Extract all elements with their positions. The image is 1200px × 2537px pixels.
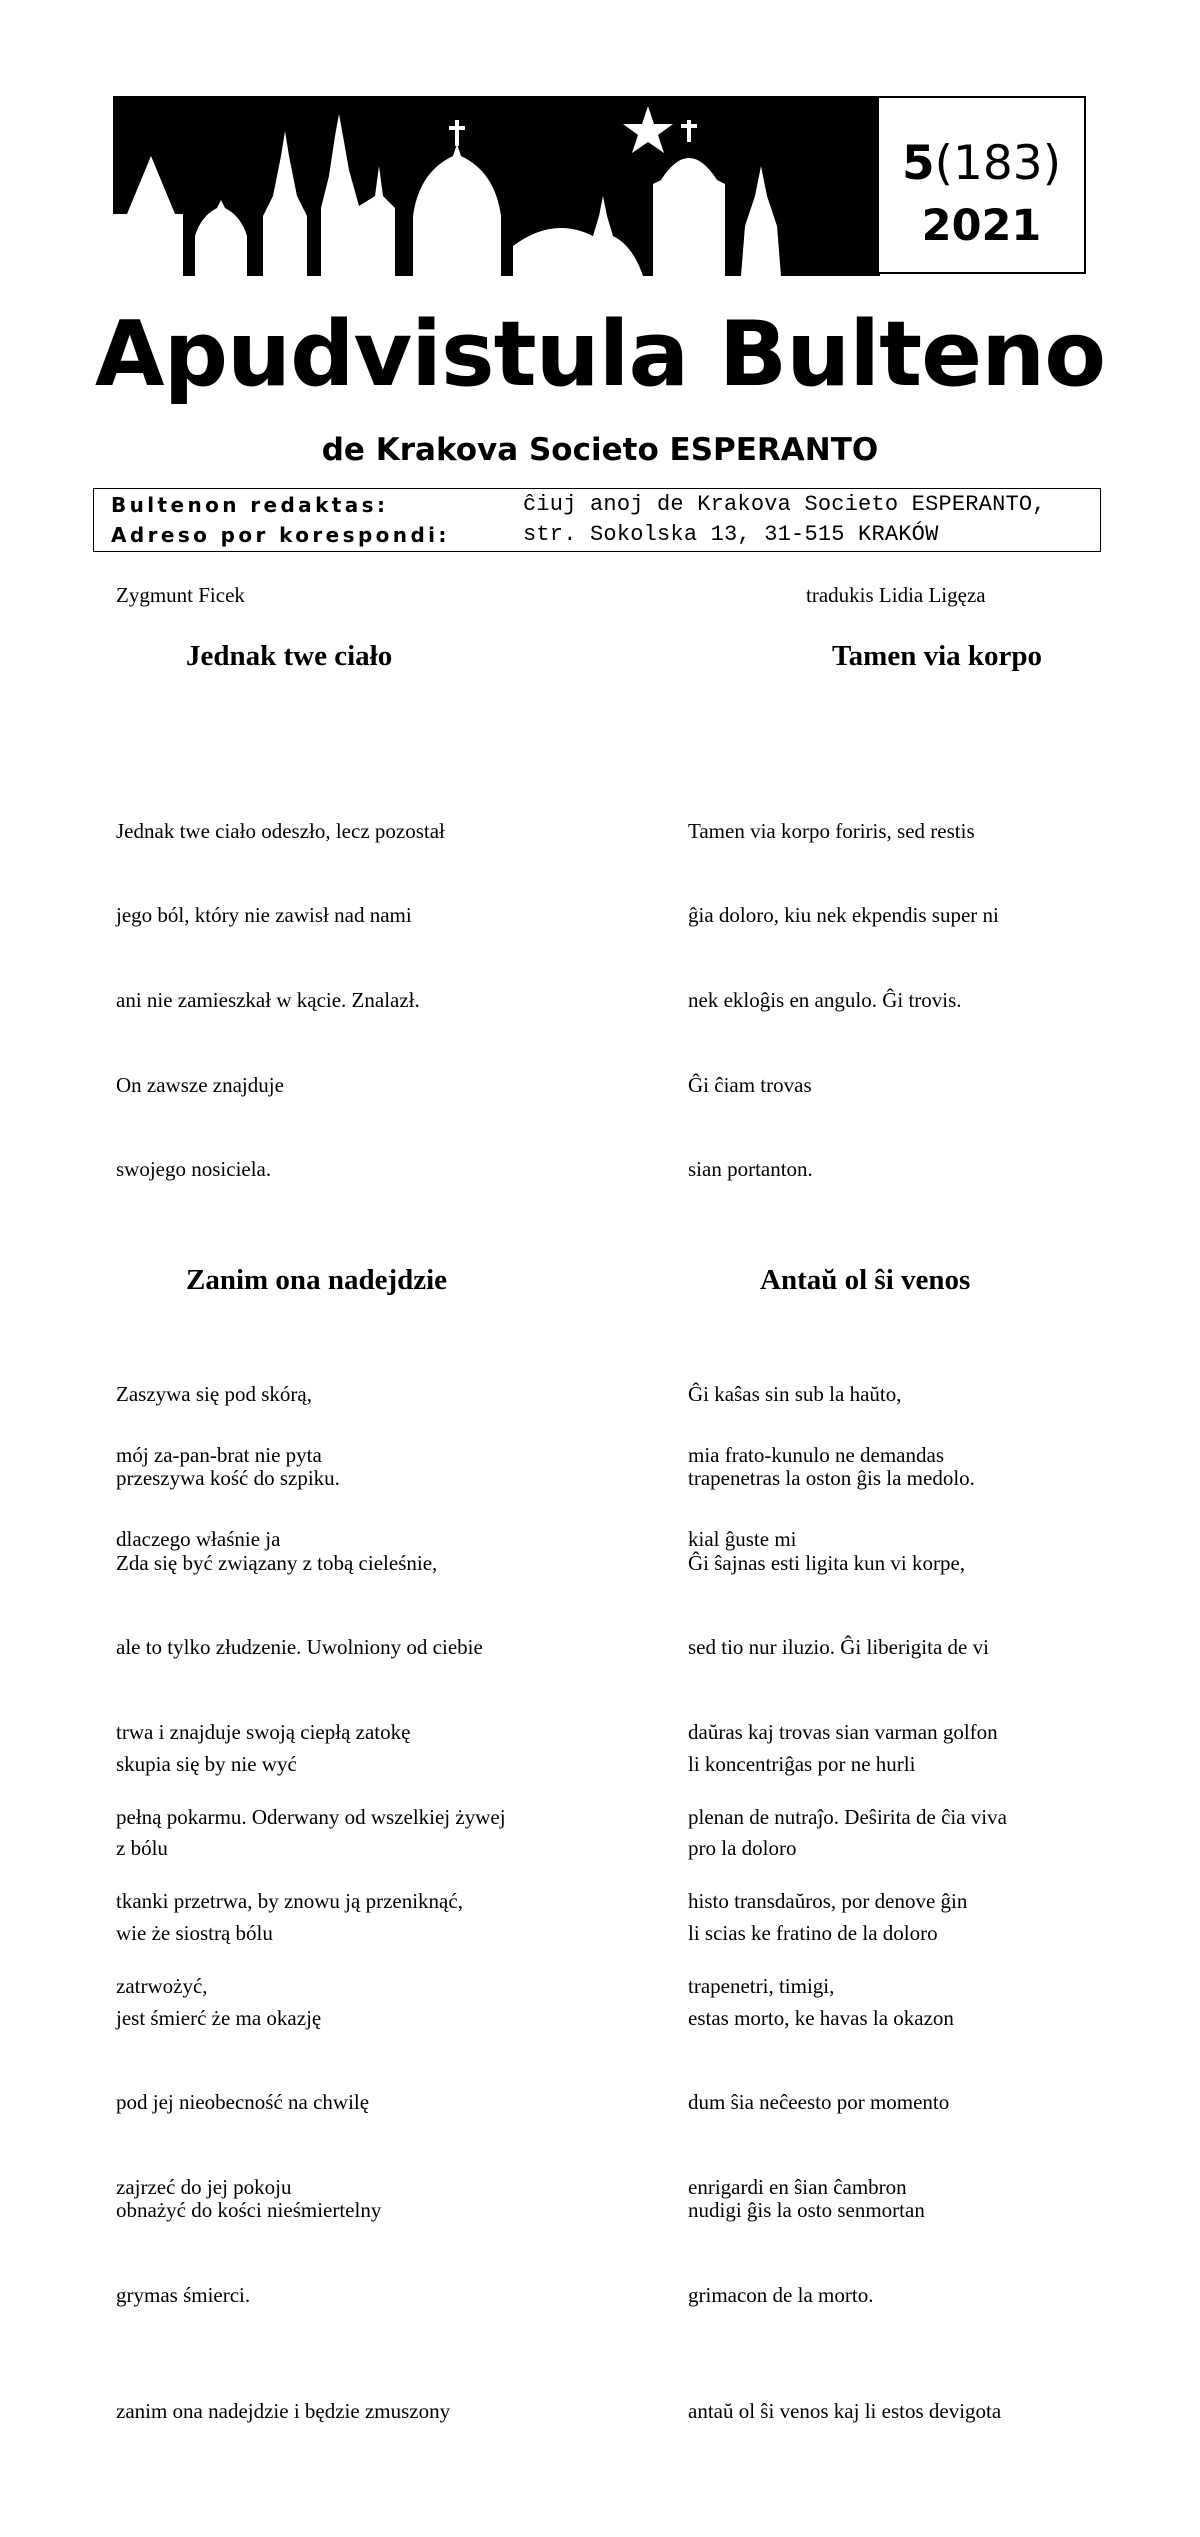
poem2-title-esperanto: Antaŭ ol ŝi venos xyxy=(760,1264,971,1296)
verse-line: li koncentriĝas por ne hurli xyxy=(688,1751,916,1776)
verse-line: trapenetri, timigi, xyxy=(688,1973,835,1998)
stanza xyxy=(116,1384,450,1610)
stanza xyxy=(688,1384,1001,1610)
editor-row xyxy=(94,490,1100,520)
poem2-esperanto-text xyxy=(688,1328,1001,2537)
verse-line: skupia się by nie wyć xyxy=(116,1751,297,1776)
poem1-title-polish: Jednak twe ciało xyxy=(186,640,393,672)
verse-line: pełną pokarmu. Oderwany od wszelkiej żywej xyxy=(116,1804,506,1829)
stanza xyxy=(116,1693,450,2257)
verse-line: jest śmierć że ma okazję xyxy=(116,2005,322,2030)
issue-number: 5 xyxy=(901,136,935,191)
verse-line: nudigi ĝis la osto senmortan xyxy=(688,2198,925,2223)
address-label: Adreso por korespondi: xyxy=(111,523,450,547)
author-name: Zygmunt Ficek xyxy=(116,583,245,607)
verse-line: jego ból, który nie zawisł nad nami xyxy=(116,903,412,928)
verse-line: Jednak twe ciało odeszło, lecz pozostał xyxy=(116,818,445,843)
verse-line: tkanki przetrwa, by znowu ją przeniknąć, xyxy=(116,1889,463,1914)
address-row xyxy=(94,520,1100,550)
address-value: str. Sokolska 13, 31-515 KRAKÓW xyxy=(523,522,939,547)
verse-line: On zawsze znajduje xyxy=(116,1072,284,1097)
bulletin-subtitle: de Krakova Societo ESPERANTO xyxy=(321,432,879,468)
stanza xyxy=(116,2341,450,2482)
verse-line: mia frato-kunulo ne demandas xyxy=(688,1442,944,1467)
poem1-title-esperanto: Tamen via korpo xyxy=(832,640,1043,672)
verse-line: dum ŝia neĉeesto por momento xyxy=(688,2090,950,2115)
verse-line: Ĝi kaŝas sin sub la haŭto, xyxy=(688,1381,902,1406)
verse-line: pro la doloro xyxy=(688,1836,797,1861)
verse-line: z bólu xyxy=(116,1836,168,1861)
verse-line: histo transdaŭros, por denove ĝin xyxy=(688,1889,968,1914)
translator-name: tradukis Lidia Ligęza xyxy=(806,583,986,607)
verse-line: sed tio nur iluzio. Ĝi liberigita de vi xyxy=(688,1635,989,1660)
verse-line: mój za-pan-brat nie pyta xyxy=(116,1442,322,1467)
verse-line: trwa i znajduje swoją ciepłą zatokę xyxy=(116,1719,411,1744)
verse-line: nek ekloĝis en angulo. Ĝi trovis. xyxy=(688,988,962,1012)
verse-line: Zda się być związany z tobą cieleśnie, xyxy=(116,1550,438,1575)
verse-line: Tamen via korpo foriris, sed restis xyxy=(688,818,975,843)
verse-line: li scias ke fratino de la doloro xyxy=(688,1921,938,1945)
verse-line: dlaczego właśnie ja xyxy=(116,1527,281,1552)
verse-line: enrigardi en ŝian ĉambron xyxy=(688,2174,907,2199)
verse-line: trapenetras la oston ĝis la medolo. xyxy=(688,1466,975,1491)
stanza xyxy=(116,760,506,1239)
verse-line: ale to tylko złudzenie. Uwolniony od ciebie xyxy=(116,1635,483,1660)
verse-line: przeszywa kość do szpiku. xyxy=(116,1466,340,1491)
verse-line: pod jej nieobecność na chwilę xyxy=(116,2090,370,2115)
poem2-title-polish: Zanim ona nadejdzie xyxy=(186,1264,448,1296)
poem2-polish-text xyxy=(116,1328,450,2537)
editor-label: Bultenon redaktas: xyxy=(111,493,389,517)
stanza xyxy=(688,1693,1001,2257)
bulletin-title: Apudvistula Bulteno xyxy=(94,302,1106,407)
verse-line: grimacon de la morto. xyxy=(688,2282,874,2307)
verse-line: obnażyć do kości nieśmiertelny xyxy=(116,2198,382,2223)
verse-line: wie że siostrą bólu xyxy=(116,1921,273,1945)
verse-line: swojego nosiciela. xyxy=(116,1157,272,1182)
verse-line: zajrzeć do jej pokoju xyxy=(116,2174,292,2199)
verse-line: antaŭ ol ŝi venos kaj li estos devigota xyxy=(688,2399,1002,2424)
verse-line: zatrwożyć, xyxy=(116,1973,208,1998)
verse-line: zanim ona nadejdzie i będzie zmuszony xyxy=(116,2399,451,2424)
verse-line: ĝia doloro, kiu nek ekpendis super ni xyxy=(688,903,999,928)
issue-year: 2021 xyxy=(921,201,1042,251)
verse-line: daŭras kaj trovas sian varman golfon xyxy=(688,1719,998,1744)
verse-line: ani nie zamieszkał w kącie. Znalazł. xyxy=(116,988,420,1012)
issue-number-line xyxy=(879,138,1084,190)
verse-line: kial ĝuste mi xyxy=(688,1527,797,1552)
editorial-info-box xyxy=(93,488,1101,552)
issue-box xyxy=(877,96,1086,274)
verse-line: estas morto, ke havas la okazon xyxy=(688,2005,954,2030)
city-skyline-banner xyxy=(113,96,880,276)
stanza xyxy=(688,2341,1001,2482)
verse-line: grymas śmierci. xyxy=(116,2282,251,2307)
verse-line: Zaszywa się pod skórą, xyxy=(116,1381,312,1406)
verse-line: Ĝi ĉiam trovas xyxy=(688,1072,812,1097)
stanza xyxy=(688,760,1007,1239)
verse-line: plenan de nutraĵo. Deŝirita de ĉia viva xyxy=(688,1804,1007,1829)
editor-value: ĉiuj anoj de Krakova Societo ESPERANTO, xyxy=(523,492,1046,517)
verse-line: Ĝi ŝajnas esti ligita kun vi korpe, xyxy=(688,1550,966,1575)
issue-total: (183) xyxy=(934,136,1062,191)
verse-line: sian portanton. xyxy=(688,1157,813,1182)
